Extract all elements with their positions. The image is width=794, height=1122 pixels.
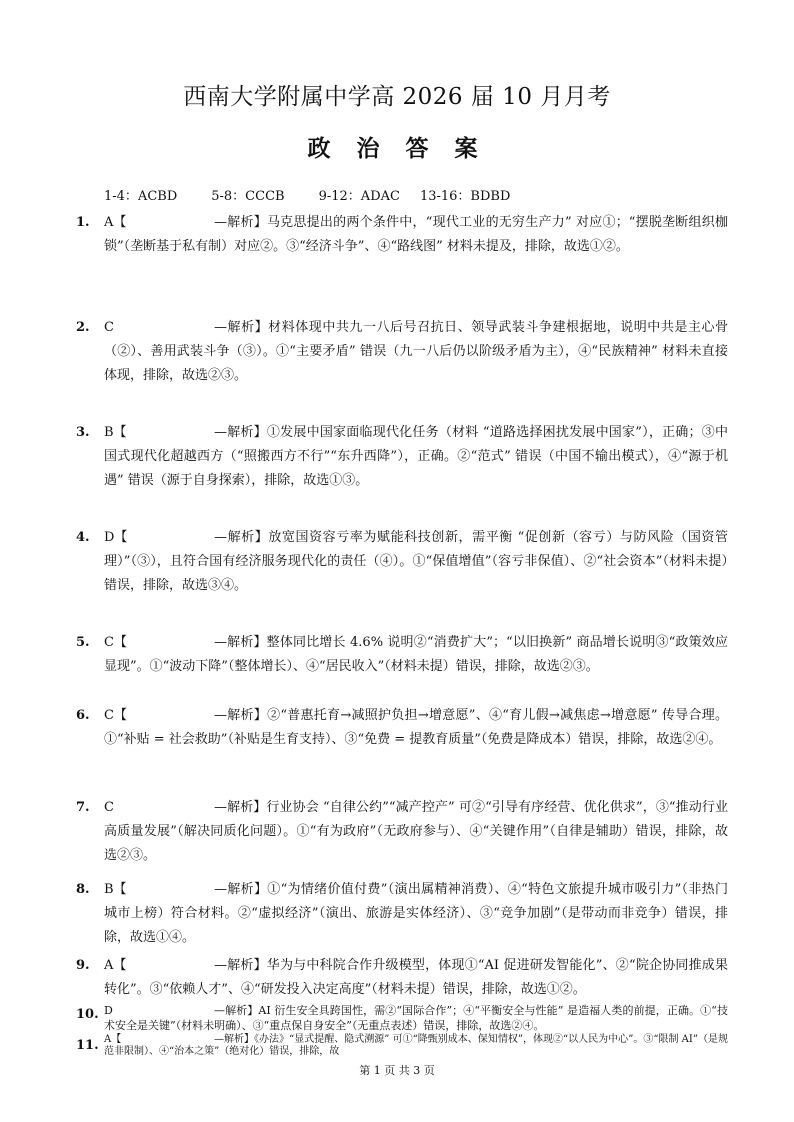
- item-answer: D【: [104, 530, 128, 545]
- item-analysis: —解析】华为与中科院合作升级模型，体现①“AI 促进研发智能化”、②“院企协同推成果转化”。③“依赖人才”、④“研发投入决定高度”（材料未提）错误，排除，故选①②。: [104, 958, 728, 997]
- item-analysis: —解析】行业协会 “自律公约”“减产控产” 可②“引导有序经营、优化供求”，③“推动行业高质量发展”（解决同质化问题）。①“有为政府”（无政府参与）、④“关键作用”（自律是辅助）错误，排除，故选②③。: [104, 800, 728, 863]
- item-analysis: —解析】①发展中国家面临现代化任务（材料 “道路选择困扰发展中国家”），正确；③中国式现代化超越西方（“照搬西方不行”“东升西降”），正确。②“范式” 错误（中国不输出模式），④“源于机遇” 错误（源于自身探索），排除，故选①③。: [104, 425, 728, 488]
- item-number: 11.: [76, 1038, 99, 1053]
- answer-key-group: 1-4：ACBD: [104, 189, 178, 204]
- item-answer: C: [104, 320, 114, 335]
- item-answer: A【: [104, 215, 127, 230]
- item-analysis: —解析】材料体现中共九一八后号召抗日、领导武装斗争建根据地，说明中共是主心骨（②）、善用武装斗争（③）。①“主要矛盾” 错误（九一八后仍以阶级矛盾为主），④“民族精神” 材料未直接体现，排除，故选②③。: [104, 320, 728, 383]
- item-answer: C【: [104, 635, 127, 650]
- item-body: [104, 1003, 728, 1033]
- item-body: [104, 796, 728, 868]
- item-number: 8.: [76, 882, 90, 897]
- answer-key-line: [104, 185, 510, 204]
- item-answer: B【: [104, 425, 127, 440]
- item-body: [104, 704, 728, 752]
- item-answer: C: [104, 800, 114, 815]
- page-title: 西南大学附属中学高 2026 届 10 月月考: [183, 84, 611, 110]
- item-body: [104, 316, 728, 388]
- item-number: 4.: [76, 530, 90, 545]
- item-analysis: —解析】放宽国资容亏率为赋能科技创新，需平衡 “促创新（容亏）与防风险（国资管理）”（③），且符合国有经济服务现代化的责任（④）。①“保值增值”（容亏非保值）、②“社会资本”（材料未提）错误，排除，故选③④。: [104, 530, 728, 593]
- answer-key-group: 13-16：BDBD: [419, 189, 511, 204]
- item-answer: C【: [104, 708, 127, 723]
- item-analysis: —解析】②“普惠托育→减照护负担→增意愿”、④“育儿假→减焦虑→增意愿” 传导合理。①“补贴 = 社会救助”（补贴是生育支持）、③“免费 = 提教育质量”（免费是降成本）错误，排除，故选②④。: [104, 708, 728, 747]
- item-number: 9.: [76, 958, 90, 973]
- item-answer: D: [104, 1004, 113, 1017]
- item-analysis: —解析】《办法》“显式提醒、隐式溯源” 可①“降甄别成本、保知情权”，体现②“以人民为中心”。③“限制 AI”（是规范非限制）、④“治本之策”（绝对化）错误，排除，故: [104, 1034, 728, 1057]
- item-analysis: —解析】马克思提出的两个条件中，“现代工业的无穷生产力” 对应①；“摆脱垄断组织枷锁”（垄断基于私有制）对应②。③“经济斗争”、④“路线图” 材料未提及，排除，故选①②。: [104, 215, 728, 254]
- item-body: [104, 1034, 728, 1058]
- item-analysis: —解析】①“为情绪价值付费”（演出属精神消费）、④“特色文旅提升城市吸引力”（非热门城市上榜）符合材料。②“虚拟经济”（演出、旅游是实体经济）、③“竞争加剧”（是带动而非竞争）错误，排除，故选①④。: [104, 882, 728, 945]
- answer-key-group: 9-12：ADAC: [318, 189, 400, 204]
- item-number: 10.: [76, 1007, 99, 1022]
- item-answer: A【: [104, 958, 127, 973]
- item-answer: B【: [104, 882, 127, 897]
- item-body: [104, 954, 728, 1002]
- page-subtitle: 政 治 答 案: [307, 135, 487, 162]
- page-footer: 第 1 页 共 3 页: [359, 1064, 435, 1077]
- answer-key-group: 5-8：CCCB: [211, 189, 285, 204]
- item-analysis: —解析】AI 衍生安全具跨国性，需②“国际合作”；④“平衡安全与性能” 是造福人类的前提，正确。①“技术安全是关键”（材料未明确）、③“重点保自身安全”（无重点表述）错误，排除，故选②④。: [104, 1004, 728, 1032]
- item-number: 3.: [76, 425, 90, 440]
- item-analysis: —解析】整体同比增长 4.6% 说明②“消费扩大”；“以旧换新” 商品增长说明③“政策效应显现”。①“波动下降”（整体增长）、④“居民收入”（材料未提）错误，排除，故选②③。: [104, 635, 728, 674]
- item-body: [104, 421, 728, 493]
- item-number: 2.: [76, 320, 90, 335]
- item-body: [104, 878, 728, 950]
- item-number: 1.: [76, 215, 90, 230]
- item-number: 6.: [76, 708, 90, 723]
- item-body: [104, 211, 728, 259]
- item-answer: A【: [104, 1034, 122, 1045]
- item-number: 5.: [76, 635, 90, 650]
- item-body: [104, 526, 728, 598]
- item-number: 7.: [76, 800, 90, 815]
- item-body: [104, 631, 728, 679]
